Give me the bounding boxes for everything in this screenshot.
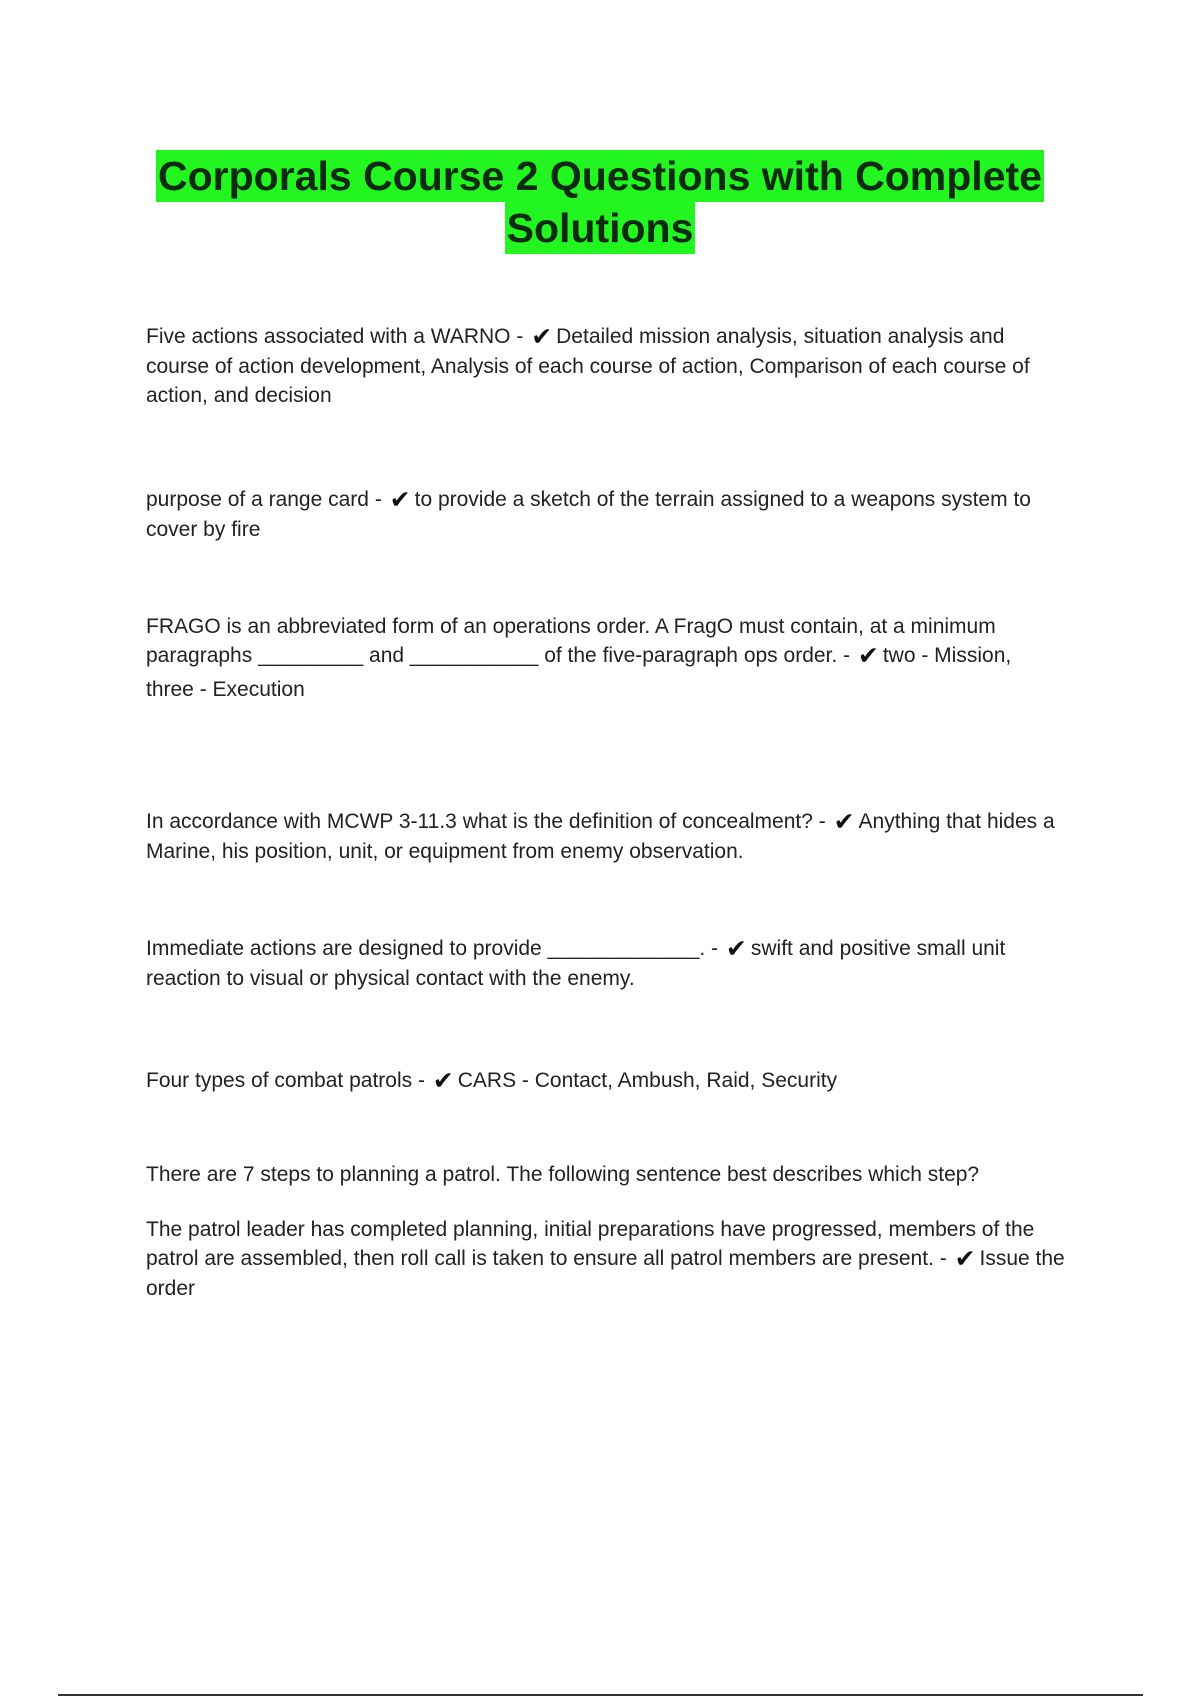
qa-item-1: [146, 322, 1066, 410]
title-line-2: Solutions: [505, 202, 696, 254]
answer-text: Anything that hides a Marine, his position, unit, or equipment from enemy observation.: [146, 810, 1055, 863]
question-text: Four types of combat patrols -: [146, 1069, 425, 1092]
checkmark-icon: ✔: [857, 642, 879, 670]
question-text: purpose of a range card -: [146, 488, 382, 511]
answer-text: to provide a sketch of the terrain assigned to a weapons system to cover by fire: [146, 488, 1031, 541]
answer-text: Detailed mission analysis, situation analysis and course of action development, Analysis of each course of action, Comparison of each course of action, and decision: [146, 325, 1030, 407]
question-text: In accordance with MCWP 3-11.3 what is the definition of concealment? -: [146, 810, 826, 833]
answer-text: Issue the order: [146, 1247, 1065, 1300]
checkmark-icon: ✔: [833, 808, 855, 836]
qa-item-4: [146, 807, 1066, 866]
question-text: FRAGO is an abbreviated form of an operations order. A FragO must contain, at a minimum paragraphs _________ and ___________ of the five-paragraph ops order. -: [146, 615, 996, 667]
answer-text: CARS - Contact, Ambush, Raid, Security: [457, 1069, 838, 1092]
qa-item-6: [146, 1066, 1066, 1096]
page-title: [0, 150, 1200, 254]
question-text-line-1: There are 7 steps to planning a patrol. The following sentence best describes which step?: [146, 1163, 980, 1186]
checkmark-icon: ✔: [531, 323, 553, 351]
question-text: Immediate actions are designed to provide _____________. -: [146, 937, 719, 960]
qa-item-3: [146, 612, 1066, 704]
question-text: Five actions associated with a WARNO -: [146, 325, 524, 348]
qa-item-5: [146, 934, 1066, 993]
question-text-line-2: The patrol leader has completed planning, initial preparations have progressed, members of the patrol are assembled, then roll call is taken to ensure all patrol members are present. -: [146, 1218, 1035, 1270]
answer-text-line-2: three - Execution: [146, 678, 305, 701]
checkmark-icon: ✔: [432, 1067, 454, 1095]
checkmark-icon: ✔: [954, 1245, 976, 1273]
answer-text: swift and positive small unit reaction to visual or physical contact with the enemy.: [146, 937, 1006, 990]
checkmark-icon: ✔: [725, 935, 747, 963]
qa-item-7: [146, 1160, 1066, 1303]
qa-item-2: [146, 485, 1066, 544]
checkmark-icon: ✔: [389, 486, 411, 514]
answer-text-line-1: two - Mission,: [882, 644, 1012, 667]
footer-divider: [58, 1694, 1143, 1696]
title-line-1: Corporals Course 2 Questions with Complete: [156, 150, 1044, 202]
